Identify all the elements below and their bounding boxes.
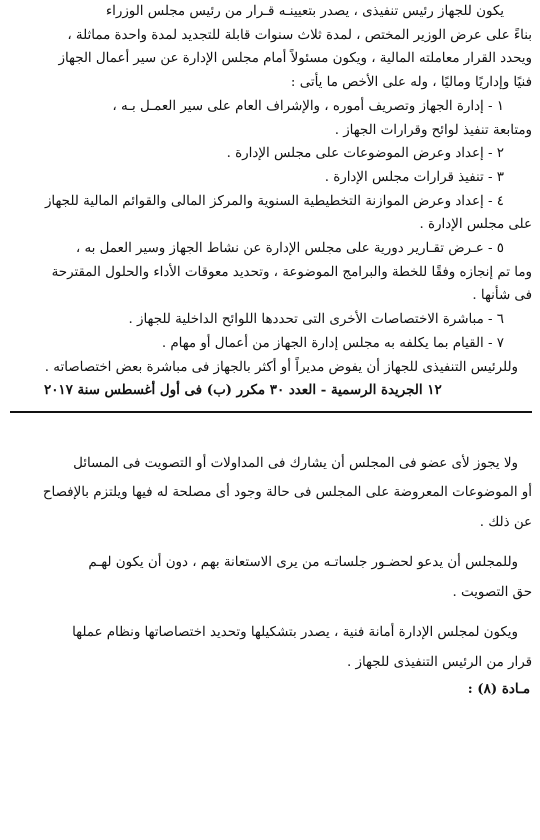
paragraph-executive-head xyxy=(10,0,532,95)
text-line: فنيًا وإداريًا وماليًا ، وله على الأخص ما يأتى : xyxy=(290,75,532,91)
text-line: عن ذلك . xyxy=(479,514,532,530)
text-line: بناءً على عرض الوزير المختص ، لمدة ثلاث سنوات قابلة للتجديد لمدة واحدة مماثلة ، xyxy=(67,27,532,43)
paragraph-invitees xyxy=(10,548,532,607)
text-line: قرار من الرئيس التنفيذى للجهاز . xyxy=(347,654,532,670)
text-line: وللمجلس أن يدعو لحضـور جلساتـه من يرى الاستعانة بهم ، دون أن يكون لهـم xyxy=(88,555,518,571)
spacer xyxy=(10,607,532,618)
article-heading: مـادة (٨) : xyxy=(467,681,530,698)
text-line: على مجلس الإدارة . xyxy=(419,217,532,233)
upper-section xyxy=(10,0,532,403)
spacer xyxy=(10,537,532,548)
text-line: ومتابعة تنفيذ لوائح وقرارات الجهاز . xyxy=(334,122,532,138)
text-line: ٤ - إعداد وعرض الموازنة التخطيطية السنوية والمركز المالى والقوائم المالية للجهاز xyxy=(44,193,504,209)
list-item-7: ٧ - القيام بما يكلفه به مجلس إدارة الجهاز من أعمال أو مهام . xyxy=(161,335,504,351)
text-line: ٥ - عـرض تقـارير دورية على مجلس الإدارة عن نشاط الجهاز وسير العمل به ، xyxy=(75,241,504,257)
text-line: ١ - إدارة الجهاز وتصريف أموره ، والإشراف العام على سير العمـل بـه ، xyxy=(112,98,504,114)
text-line: فى شأنها . xyxy=(472,288,532,304)
text-line: وما تم إنجازه وفقًا للخطة والبرامج الموضوعة ، وتحديد معوقات الأداء والحلول المقترحة xyxy=(51,264,532,280)
text-line: يكون للجهاز رئيس تنفيذى ، يصدر بتعيينـه قـرار من رئيس مجلس الوزراء xyxy=(105,4,504,19)
list-item-6: ٦ - مباشرة الاختصاصات الأخرى التى تحددها اللوائح الداخلية للجهاز . xyxy=(128,312,504,328)
list-item-4 xyxy=(10,190,532,237)
delegation-paragraph: وللرئيس التنفيذى للجهاز أن يفوض مديراً أو أكثر بالجهاز فى مباشرة بعض اختصاصاته . xyxy=(44,359,518,375)
list-item-5 xyxy=(10,237,532,308)
page-header: ١٢ الجريدة الرسمية - العدد ٣٠ مكرر (ب) فى أول أغسطس سنة ٢٠١٧ xyxy=(44,382,442,399)
paragraph-technical-secretariat xyxy=(10,618,532,677)
text-line: ويحدد القرار معاملته المالية ، ويكون مسئولاً أمام مجلس الإدارة عن سير أعمال الجهاز xyxy=(58,51,532,67)
lower-section xyxy=(10,413,532,702)
text-line: ولا يجوز لأى عضو فى المجلس أن يشارك فى المداولات أو التصويت فى المسائل xyxy=(73,455,518,471)
text-line: أو الموضوعات المعروضة على المجلس فى حالة وجود أى مصلحة له فيها ويلتزم بالإفصاح xyxy=(42,485,532,501)
list-item-1 xyxy=(10,95,532,142)
text-line: حق التصويت . xyxy=(452,584,532,600)
list-item-2: ٢ - إعداد وعرض الموضوعات على مجلس الإدارة . xyxy=(226,146,504,162)
list-item-3: ٣ - تنفيذ قرارات مجلس الإدارة . xyxy=(324,169,504,185)
paragraph-conflict-of-interest xyxy=(10,449,532,538)
text-line: ويكون لمجلس الإدارة أمانة فنية ، يصدر بتشكيلها وتحديد اختصاصاتها ونظام عملها xyxy=(72,625,518,641)
